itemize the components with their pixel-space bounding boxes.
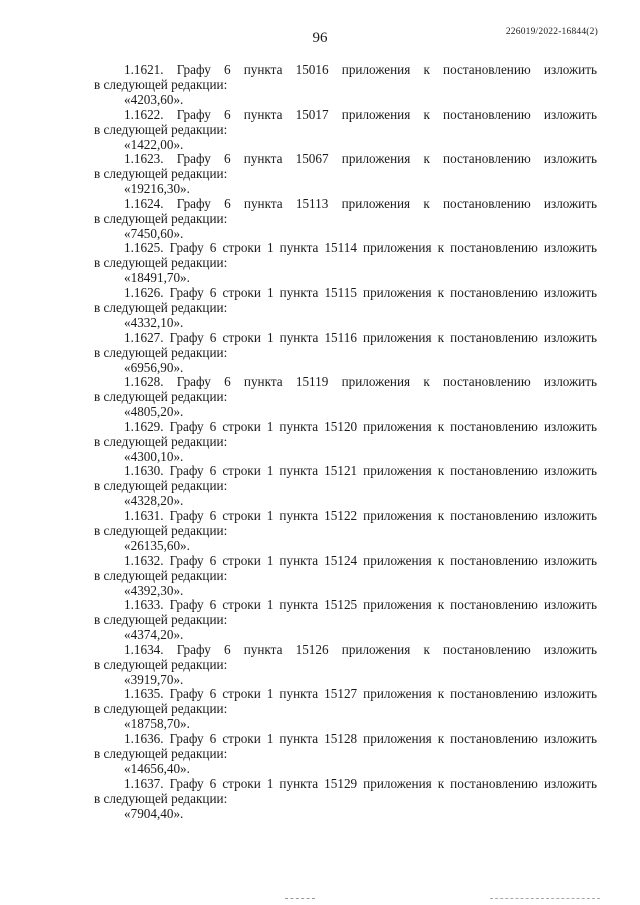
amendment-continuation: в следующей редакции: — [94, 389, 228, 405]
amendment-instruction: 1.1628. Графу 6 пункта 15119 приложения к постановлению изложить — [124, 374, 597, 390]
document-code: 226019/2022-16844(2) — [505, 27, 598, 37]
footer-divider-right — [490, 898, 600, 899]
amendment-instruction: 1.1635. Графу 6 строки 1 пункта 15127 приложения к постановлению изложить — [124, 686, 597, 702]
amendment-item — [94, 642, 597, 687]
amendment-item — [94, 330, 597, 375]
amendment-instruction: 1.1625. Графу 6 строки 1 пункта 15114 приложения к постановлению изложить — [124, 240, 597, 256]
amendment-item — [94, 776, 597, 821]
amendment-value: «14656,40». — [124, 760, 190, 776]
amendment-value: «4392,30». — [124, 582, 184, 598]
amendment-instruction: 1.1632. Графу 6 строки 1 пункта 15124 приложения к постановлению изложить — [124, 552, 597, 568]
amendment-continuation: в следующей редакции: — [94, 612, 228, 628]
footer-divider — [285, 898, 315, 899]
amendment-instruction: 1.1622. Графу 6 пункта 15017 приложения к постановлению изложить — [124, 106, 597, 122]
amendment-item — [94, 62, 597, 107]
amendment-continuation: в следующей редакции: — [94, 567, 228, 583]
amendment-instruction: 1.1624. Графу 6 пункта 15113 приложения к постановлению изложить — [124, 195, 597, 211]
amendment-value: «4328,20». — [124, 493, 184, 509]
amendment-item — [94, 151, 597, 196]
amendment-instruction: 1.1631. Графу 6 строки 1 пункта 15122 приложения к постановлению изложить — [124, 507, 597, 523]
amendment-continuation: в следующей редакции: — [94, 433, 228, 449]
amendment-item — [94, 240, 597, 285]
amendment-value: «7450,60». — [124, 225, 184, 241]
amendment-continuation: в следующей редакции: — [94, 121, 228, 137]
amendment-item — [94, 463, 597, 508]
amendment-instruction: 1.1623. Графу 6 пункта 15067 приложения к постановлению изложить — [124, 151, 597, 167]
amendment-instruction: 1.1633. Графу 6 строки 1 пункта 15125 приложения к постановлению изложить — [124, 597, 597, 613]
amendment-value: «19216,30». — [124, 181, 190, 197]
amendment-continuation: в следующей редакции: — [94, 745, 228, 761]
amendment-item — [94, 731, 597, 776]
amendment-continuation: в следующей редакции: — [94, 299, 228, 315]
amendment-value: «1422,00». — [124, 136, 184, 152]
amendment-item — [94, 107, 597, 152]
amendment-continuation: в следующей редакции: — [94, 656, 228, 672]
amendment-item — [94, 374, 597, 419]
amendment-value: «7904,40». — [124, 805, 184, 821]
amendment-instruction: 1.1621. Графу 6 пункта 15016 приложения к постановлению изложить — [124, 62, 597, 77]
amendment-continuation: в следующей редакции: — [94, 166, 228, 182]
amendment-continuation: в следующей редакции: — [94, 77, 228, 92]
amendment-item — [94, 553, 597, 598]
amendment-value: «4374,20». — [124, 627, 184, 643]
amendment-value: «18758,70». — [124, 716, 190, 732]
amendment-value: «4805,20». — [124, 404, 184, 420]
amendment-continuation: в следующей редакции: — [94, 344, 228, 360]
amendment-value: «4203,60». — [124, 92, 184, 107]
amendment-list — [94, 62, 597, 820]
amendment-instruction: 1.1629. Графу 6 строки 1 пункта 15120 приложения к постановлению изложить — [124, 418, 597, 434]
amendment-item — [94, 686, 597, 731]
amendment-value: «3919,70». — [124, 671, 184, 687]
amendment-instruction: 1.1637. Графу 6 строки 1 пункта 15129 приложения к постановлению изложить — [124, 775, 597, 791]
amendment-instruction: 1.1636. Графу 6 строки 1 пункта 15128 приложения к постановлению изложить — [124, 730, 597, 746]
amendment-continuation: в следующей редакции: — [94, 255, 228, 271]
amendment-item — [94, 597, 597, 642]
amendment-value: «6956,90». — [124, 359, 184, 375]
amendment-instruction: 1.1626. Графу 6 строки 1 пункта 15115 приложения к постановлению изложить — [124, 284, 597, 300]
amendment-continuation: в следующей редакции: — [94, 478, 228, 494]
amendment-continuation: в следующей редакции: — [94, 522, 228, 538]
amendment-value: «4332,10». — [124, 314, 184, 330]
amendment-value: «18491,70». — [124, 270, 190, 286]
amendment-value: «4300,10». — [124, 448, 184, 464]
page-number: 96 — [312, 30, 328, 46]
amendment-continuation: в следующей редакции: — [94, 210, 228, 226]
amendment-instruction: 1.1634. Графу 6 пункта 15126 приложения к постановлению изложить — [124, 641, 597, 657]
amendment-item — [94, 196, 597, 241]
amendment-instruction: 1.1627. Графу 6 строки 1 пункта 15116 приложения к постановлению изложить — [124, 329, 597, 345]
amendment-item — [94, 508, 597, 553]
amendment-continuation: в следующей редакции: — [94, 790, 228, 806]
amendment-instruction: 1.1630. Графу 6 строки 1 пункта 15121 приложения к постановлению изложить — [124, 463, 597, 479]
amendment-value: «26135,60». — [124, 537, 190, 553]
amendment-item — [94, 419, 597, 464]
amendment-continuation: в следующей редакции: — [94, 701, 228, 717]
amendment-item — [94, 285, 597, 330]
